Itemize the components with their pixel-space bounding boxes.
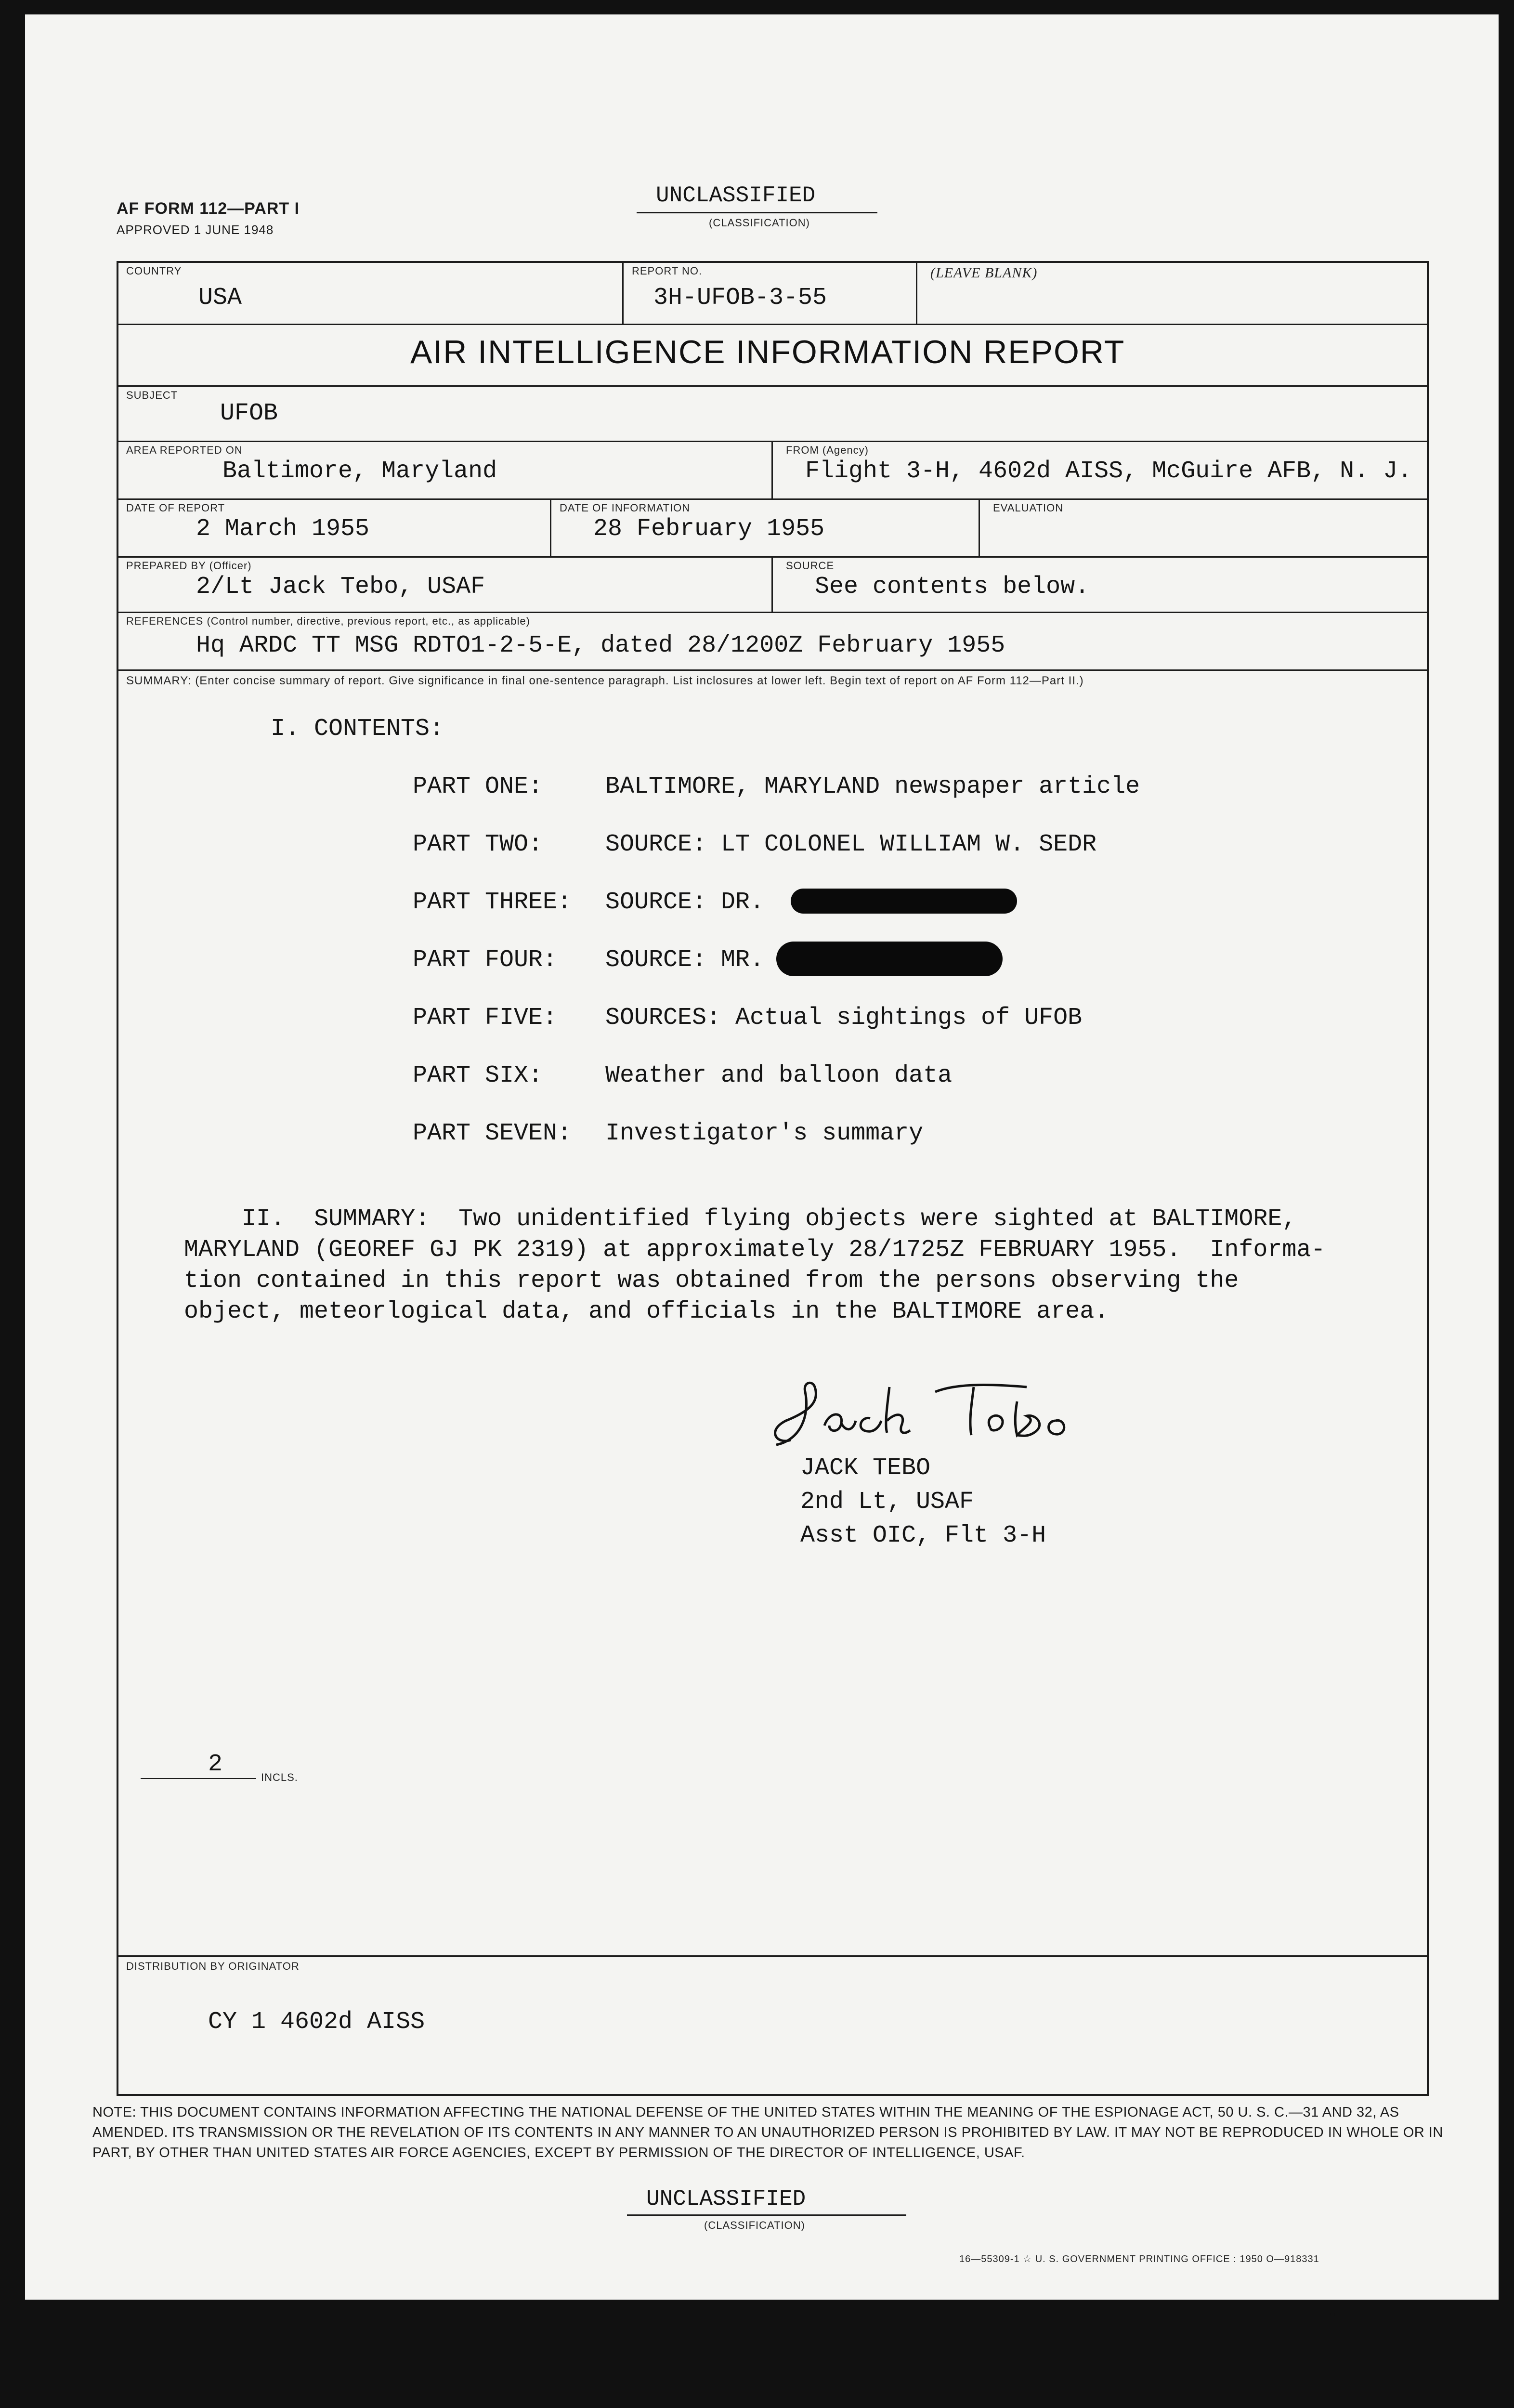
references-value: Hq ARDC TT MSG RDTO1-2-5-E, dated 28/1200Z February 1955 [196, 632, 1005, 659]
date-of-info-label: DATE OF INFORMATION [560, 502, 691, 514]
classification-caption-bottom: (CLASSIFICATION) [704, 2219, 805, 2231]
form-approved: APPROVED 1 JUNE 1948 [117, 222, 274, 237]
date-of-info-value: 28 February 1955 [593, 515, 825, 543]
divider [979, 498, 980, 556]
inclosures-count: 2 [208, 1751, 223, 1778]
stray-mark [1330, 2312, 1335, 2316]
part-four-text: SOURCE: MR. [605, 946, 765, 974]
leave-blank-label: (LEAVE BLANK) [930, 265, 1038, 281]
summary-paragraph-line-2: MARYLAND (GEOREF GJ PK 2319) at approximately 28/1725Z FEBRUARY 1955. Informa- [184, 1236, 1326, 1264]
form-border-bottom [117, 2094, 1429, 2096]
distribution-label: DISTRIBUTION BY ORIGINATOR [126, 1960, 300, 1972]
report-no-label: REPORT NO. [632, 265, 703, 277]
prepared-by-label: PREPARED BY (Officer) [126, 560, 252, 572]
classification-line-top [637, 212, 877, 213]
divider [117, 1955, 1429, 1957]
area-value: Baltimore, Maryland [222, 458, 497, 485]
references-label: REFERENCES (Control number, directive, previous report, etc., as applicable) [126, 615, 530, 627]
part-five-label: PART FIVE: [413, 1004, 558, 1032]
signature-image [757, 1373, 1104, 1454]
part-six-text: Weather and balloon data [605, 1062, 953, 1089]
part-two-label: PART TWO: [413, 831, 543, 858]
part-one-label: PART ONE: [413, 773, 543, 800]
classification-line-bottom [627, 2214, 906, 2216]
divider [771, 556, 773, 612]
part-six-label: PART SIX: [413, 1062, 543, 1089]
part-two-text: SOURCE: LT COLONEL WILLIAM W. SEDR [605, 831, 1097, 858]
inclosures-line [141, 1778, 256, 1779]
summary-paragraph-line-4: object, meteorlogical data, and officials in the BALTIMORE area. [184, 1298, 1109, 1325]
area-label: AREA REPORTED ON [126, 444, 243, 456]
signer-title: Asst OIC, Flt 3-H [800, 1522, 1046, 1549]
from-label: FROM (Agency) [786, 444, 869, 456]
divider [117, 498, 1429, 500]
summary-paragraph-line-3: tion contained in this report was obtained from the persons observing the [184, 1267, 1239, 1295]
contents-heading: I. CONTENTS: [271, 715, 444, 743]
redaction-part-four [776, 942, 1003, 976]
evaluation-label: EVALUATION [993, 502, 1064, 514]
divider [117, 324, 1429, 325]
part-seven-label: PART SEVEN: [413, 1120, 572, 1147]
form-number: AF FORM 112—PART I [117, 199, 300, 218]
divider [117, 385, 1429, 387]
source-label: SOURCE [786, 560, 835, 572]
part-one-text: BALTIMORE, MARYLAND newspaper article [605, 773, 1140, 800]
report-no-value: 3H-UFOB-3-55 [653, 284, 827, 312]
redaction-part-three [791, 889, 1017, 914]
divider [117, 612, 1429, 613]
part-four-label: PART FOUR: [413, 946, 558, 974]
report-title: AIR INTELLIGENCE INFORMATION REPORT [410, 334, 1125, 370]
prepared-by-value: 2/Lt Jack Tebo, USAF [196, 573, 485, 601]
country-value: USA [198, 284, 242, 312]
subject-label: SUBJECT [126, 389, 178, 401]
from-value: Flight 3-H, 4602d AISS, McGuire AFB, N. J. [805, 458, 1412, 485]
summary-paragraph-line-1: II. SUMMARY: Two unidentified flying objects were sighted at BALTIMORE, [184, 1205, 1297, 1233]
divider [622, 261, 624, 324]
part-five-text: SOURCES: Actual sightings of UFOB [605, 1004, 1083, 1032]
classification-bottom: UNCLASSIFIED [646, 2186, 806, 2212]
classification-caption-top: (CLASSIFICATION) [709, 217, 810, 229]
form-border-right [1427, 261, 1429, 2096]
divider [916, 261, 917, 324]
form-border-top [117, 261, 1429, 263]
part-seven-text: Investigator's summary [605, 1120, 924, 1147]
distribution-value: CY 1 4602d AISS [208, 2008, 425, 2036]
espionage-note: NOTE: THIS DOCUMENT CONTAINS INFORMATION AFFECTING THE NATIONAL DEFENSE OF THE UNITED STATES WITHIN THE MEANING OF THE ESPIONAGE ACT, 50 U. S. C.—31 AND 32, AS AMENDED. ITS TRANSMISSION OR THE REVELATION OF ITS CONTENTS IN ANY MANNER TO AN UNAUTHORIZED PERSON IS PROHIBITED BY LAW. IT MAY NOT BE REPRODUCED IN WHOLE OR IN PART, BY OTHER THAN UNITED STATES AIR FORCE AGENCIES, EXCEPT BY PERMISSION OF THE DIRECTOR OF INTELLIGENCE, USAF. [92, 2105, 1443, 2160]
country-label: COUNTRY [126, 265, 182, 277]
divider [550, 498, 551, 556]
inclosures-label: INCLS. [261, 1771, 298, 1783]
date-of-report-value: 2 March 1955 [196, 515, 370, 543]
classification-top: UNCLASSIFIED [656, 183, 816, 208]
printing-office: 16—55309-1 ☆ U. S. GOVERNMENT PRINTING OFFICE : 1950 O—918331 [959, 2254, 1319, 2264]
part-three-text: SOURCE: DR. [605, 889, 765, 916]
divider [117, 669, 1429, 671]
date-of-report-label: DATE OF REPORT [126, 502, 225, 514]
subject-value: UFOB [220, 400, 278, 427]
signer-rank: 2nd Lt, USAF [800, 1488, 974, 1516]
document-page [25, 14, 1499, 2300]
divider [771, 441, 773, 498]
summary-instructions: SUMMARY: (Enter concise summary of report. Give significance in final one-sentence paragraph. List inclosures at lower left. Begin text of report on AF Form 112—Part II.) [126, 674, 1084, 687]
source-value: See contents below. [815, 573, 1090, 601]
form-border-left [117, 261, 118, 2096]
part-three-label: PART THREE: [413, 889, 572, 916]
signer-name: JACK TEBO [800, 1454, 931, 1482]
